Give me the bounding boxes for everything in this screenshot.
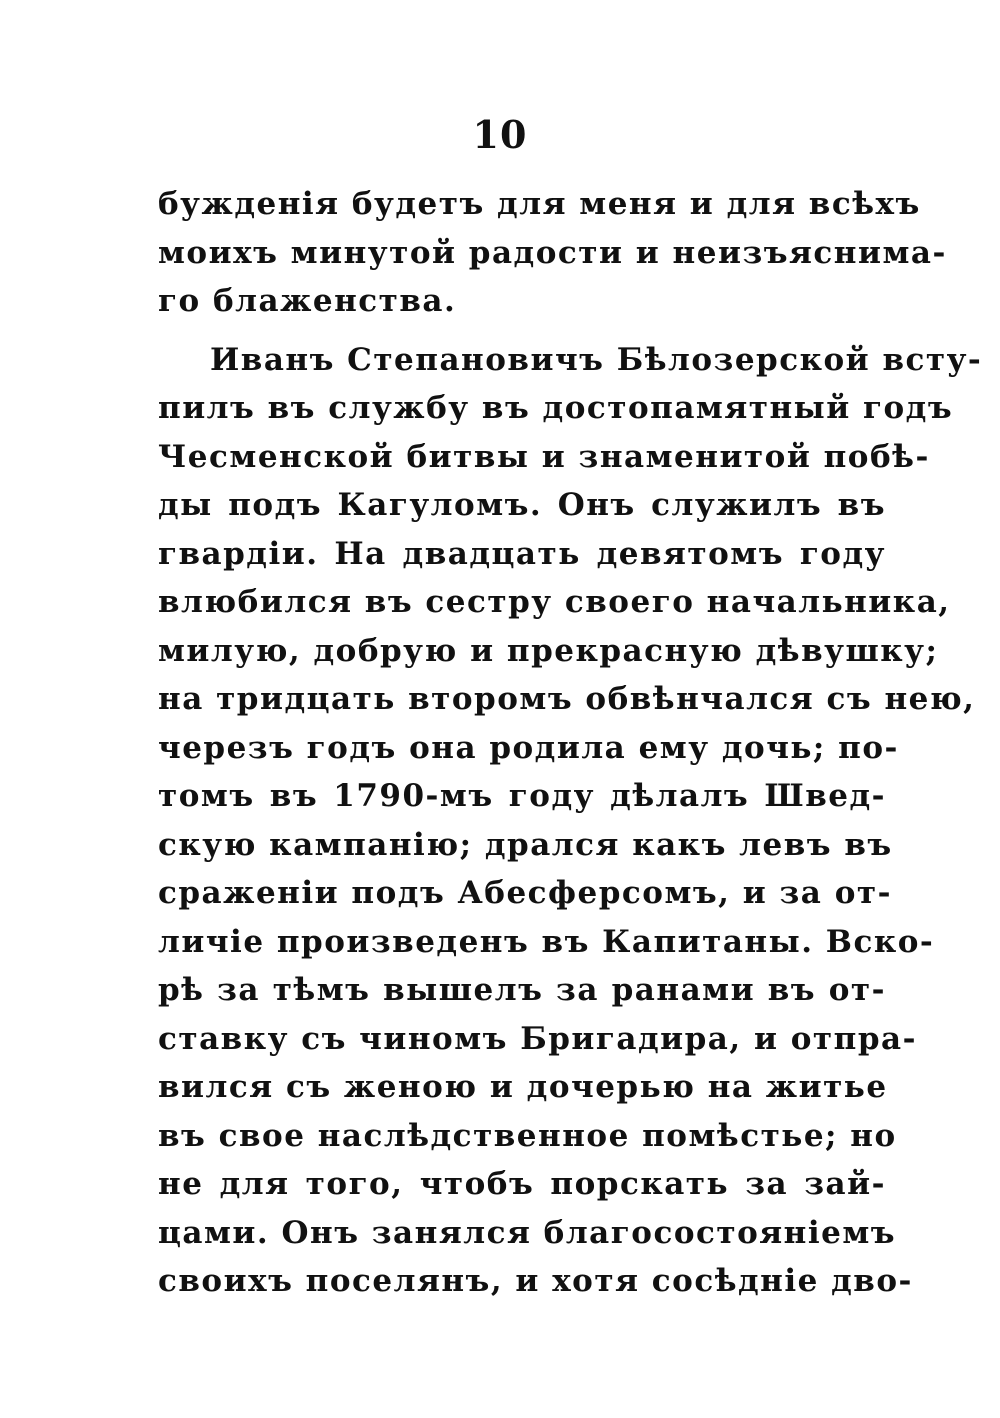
page-text (158, 180, 983, 1306)
text-line: черезъ годъ она родила ему дочь; по- (158, 729, 899, 766)
text-line: ды подъ Кагуломъ. Онъ служилъ въ (158, 487, 886, 523)
text-line: томъ въ 1790-мъ году дѣлалъ Швед- (158, 778, 886, 814)
text-line: пилъ въ службу въ достопамятный годъ (158, 390, 954, 426)
text-line: гвардіи. На двадцать девятомъ году (158, 535, 886, 572)
paragraph-gap (158, 326, 886, 336)
text-line: личіе произведенъ въ Капитаны. Вско- (158, 923, 935, 960)
text-line: го блаженства. (158, 283, 457, 319)
text-line: своихъ поселянъ, и хотя сосѣдніе дво- (158, 1263, 913, 1299)
text-line: моихъ минутой радости и неизъяснима- (158, 234, 947, 271)
paragraph-2 (158, 336, 983, 1306)
text-line: на тридцать второмъ обвѣнчался съ нею, (158, 681, 976, 717)
text-line: бужденія будетъ для меня и для всѣхъ (158, 186, 921, 222)
text-line: милую, добрую и прекрасную дѣвушку; (158, 632, 939, 669)
text-line: Чесменской битвы и знаменитой побѣ- (158, 438, 930, 475)
paragraph-1 (158, 180, 947, 326)
text-line: ставку съ чиномъ Бригадира, и отпра- (158, 1020, 917, 1057)
text-line: цами. Онъ занялся благосостояніемъ (158, 1214, 897, 1251)
text-line: сраженіи подъ Абесферсомъ, и за от- (158, 875, 892, 911)
text-line: влюбился въ сестру своего начальника, (158, 584, 951, 620)
text-line: не для того, чтобъ порскать за зай- (158, 1166, 886, 1202)
text-line: Иванъ Степановичъ Бѣлозерской всту- (210, 341, 983, 378)
text-line: въ свое наслѣдственное помѣстье; но (158, 1117, 897, 1154)
text-line: скую кампанію; дрался какъ левъ въ (158, 826, 893, 863)
text-line: вился съ женою и дочерью на житье (158, 1069, 888, 1105)
page-number: 10 (472, 112, 528, 157)
text-line: рѣ за тѣмъ вышелъ за ранами въ от- (158, 972, 886, 1008)
